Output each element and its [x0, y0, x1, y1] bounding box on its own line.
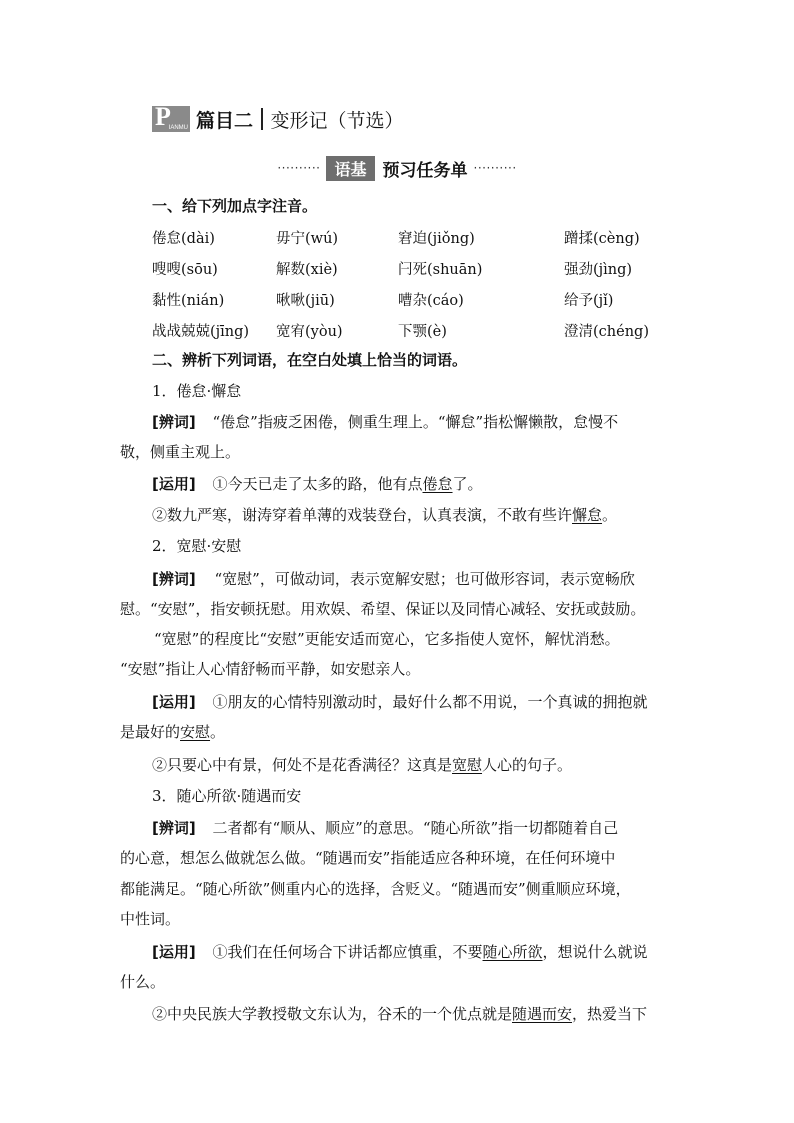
yunyong-tag: [运用] [152, 693, 196, 711]
section1-heading: 一、给下列加点字注音。 [152, 197, 318, 215]
example-text: ，热爱当下 [572, 1005, 648, 1023]
pinyin-row [152, 258, 672, 280]
example-text: ①今天已走了太多的路，他有点 [212, 475, 423, 493]
pinyin-row [152, 320, 672, 342]
section2-heading: 二、辨析下列词语，在空白处填上恰当的词语。 [152, 351, 468, 369]
item3-example-line [152, 1004, 647, 1024]
pinyin-item: 给予(jǐ) [564, 293, 614, 309]
badge-small-text: IANMU [168, 125, 188, 131]
item1-example-line [152, 474, 483, 494]
pinyin-item: 强劲(jìng) [564, 262, 633, 278]
chapter-series: 篇目二 [196, 109, 254, 132]
example-text: 是最好的 [120, 723, 181, 741]
bianci-text: “宽慰”，可做动词，表示宽解安慰；也可做形容词，表示宽畅欣 [214, 570, 635, 588]
pinyin-item: 毋宁(wú) [276, 231, 339, 247]
pinyin-item: 倦怠(dài) [152, 231, 215, 247]
pinyin-row [152, 227, 672, 249]
example-text: ②数九严寒，谢涛穿着单薄的戏装登台，认真表演，不敢有些许 [152, 506, 573, 524]
item3-example-line: 什么。 [120, 973, 166, 991]
section-banner [0, 156, 794, 180]
item3-bianci-line: 中性词。 [120, 910, 181, 928]
item3-title: 3．随心所欲·随遇而安 [152, 787, 302, 805]
yunyong-tag: [运用] [152, 943, 196, 961]
answer-word: 宽慰 [452, 756, 483, 774]
item2-example-line [152, 755, 572, 775]
item1-bianci-line: 敬，侧重主观上。 [120, 443, 241, 461]
banner-title: 预习任务单 [382, 160, 468, 181]
header-divider [261, 108, 263, 130]
item2-bianci-line: “宽慰”的程度比“安慰”更能安适而宽心，它多指使人宽怀，解忧消愁。 [154, 630, 620, 648]
yunyong-tag: [运用] [152, 475, 196, 493]
pinyin-item: 澄清(chéng) [564, 324, 649, 340]
bianci-text: “倦怠”指疲乏困倦，侧重生理上。“懈怠”指松懈懒散，怠慢不 [212, 413, 619, 431]
banner-label: 语基 [326, 156, 374, 181]
pinyin-item: 战战兢兢(jīng) [152, 324, 250, 340]
bianci-tag: [辨词] [152, 413, 196, 431]
bianci-tag: [辨词] [152, 570, 196, 588]
item3-bianci-line: 的心意，想怎么做就怎么做。“随遇而安”指能适应各种环境，在任何环境中 [120, 849, 616, 867]
item3-bianci-line: 都能满足。“随心所欲”侧重内心的选择，含贬义。“随遇而安”侧重顺应环境， [120, 880, 631, 898]
chapter-header [152, 104, 404, 134]
item3-example-line [152, 942, 648, 962]
bianci-tag: [辨词] [152, 819, 196, 837]
pinyin-item: 窘迫(jiǒng) [398, 231, 475, 247]
item1-example-line [152, 505, 617, 525]
answer-word: 随心所欲 [482, 943, 543, 961]
pinyin-item: 嘈杂(cáo) [398, 293, 464, 309]
banner-dots-right: ·········· [473, 161, 517, 175]
example-text: 。 [602, 506, 618, 524]
chapter-title: 变形记（节选） [270, 109, 404, 132]
badge-letter: P [155, 102, 171, 131]
item2-example-line [120, 722, 225, 742]
pinyin-row [152, 289, 672, 311]
answer-word: 安慰 [180, 723, 211, 741]
example-text: ，想说什么就说 [542, 943, 648, 961]
example-text: ①朋友的心情特别激动时，最好什么都不用说，一个真诚的拥抱就 [212, 693, 648, 711]
item2-bianci-line: “安慰”指让人心情舒畅而平静，如安慰亲人。 [120, 660, 421, 678]
item2-title: 2．宽慰·安慰 [152, 537, 242, 555]
example-text: ②中央民族大学教授敬文东认为，谷禾的一个优点就是 [152, 1005, 513, 1023]
pinyin-item: 蹭揉(cèng) [564, 231, 640, 247]
example-text: 了。 [452, 475, 483, 493]
answer-word: 倦怠 [422, 475, 453, 493]
pinyin-item: 啾啾(jiū) [276, 293, 335, 309]
item2-bianci-line: 慰。“安慰”，指安顿抚慰。用欢娱、希望、保证以及同情心减轻、安抚或鼓励。 [120, 600, 646, 618]
example-text: ①我们在任何场合下讲话都应慎重，不要 [212, 943, 483, 961]
item1-title: 1．倦怠·懈怠 [152, 382, 242, 400]
item1-bianci-line [152, 412, 618, 432]
pinyin-item: 嗖嗖(sōu) [152, 262, 218, 278]
example-text: 。 [210, 723, 226, 741]
pinyin-item: 解数(xiè) [276, 262, 338, 278]
banner-dots-left: ·········· [277, 161, 321, 175]
pinyin-item: 闩死(shuān) [398, 262, 483, 278]
pinyin-item: 黏性(nián) [152, 293, 225, 309]
pinyin-item: 下颚(è) [398, 324, 447, 340]
bianci-text: 二者都有“顺从、顺应”的意思。“随心所欲”指一切都随着自己 [212, 819, 619, 837]
pinyin-item: 宽宥(yòu) [276, 324, 343, 340]
item3-bianci-line [152, 818, 618, 838]
answer-word: 懈怠 [572, 506, 603, 524]
answer-word: 随遇而安 [512, 1005, 573, 1023]
item2-bianci-line [152, 569, 635, 589]
section-badge [152, 102, 190, 132]
example-text: ②只要心中有景，何处不是花香满径？这真是 [152, 756, 453, 774]
example-text: 人心的句子。 [482, 756, 573, 774]
item2-example-line [152, 692, 648, 712]
